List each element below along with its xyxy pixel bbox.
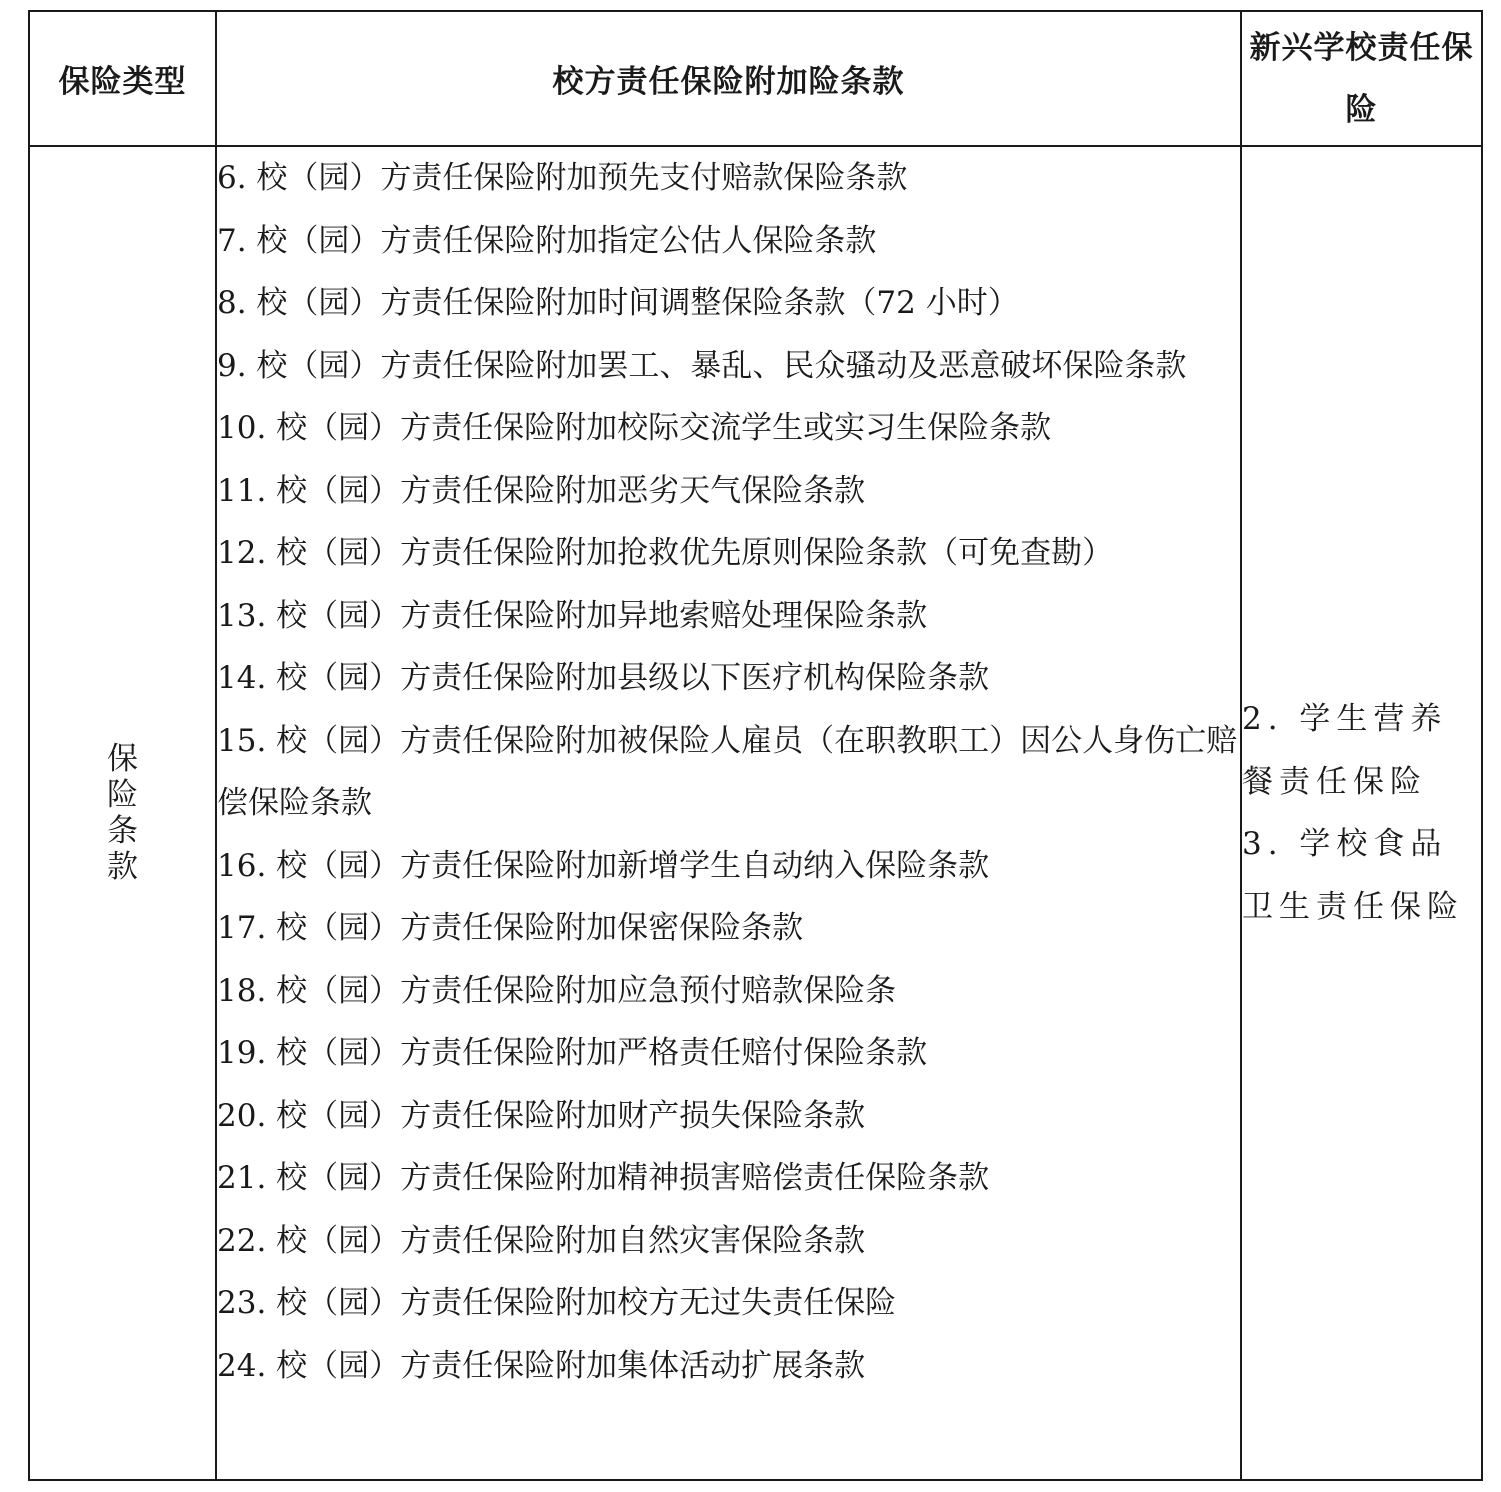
- clause-item: 12. 校（园）方责任保险附加抢救优先原则保险条款（可免查勘）: [217, 535, 1114, 571]
- clauses-cell: [216, 146, 1241, 1480]
- clause-item: 22. 校（园）方责任保险附加自然灾害保险条款: [217, 1222, 866, 1259]
- table-row: [29, 146, 1482, 1480]
- insurance-type-label: 保险条款: [107, 741, 138, 885]
- clause-item: 19. 校（园）方责任保险附加严格责任赔付保险条款: [217, 1035, 928, 1071]
- clause-item: 24. 校（园）方责任保险附加集体活动扩展条款: [217, 1347, 866, 1384]
- clause-item: 11. 校（园）方责任保险附加恶劣天气保险条款: [217, 472, 866, 509]
- xinxing-cell: [1241, 146, 1482, 1480]
- clause-item: 13. 校（园）方责任保险附加异地索赔处理保险条款: [217, 597, 928, 634]
- clause-item: 16. 校（园）方责任保险附加新增学生自动纳入保险条款: [217, 847, 990, 884]
- clause-item: 8. 校（园）方责任保险附加时间调整保险条款（72 小时）: [217, 285, 1019, 321]
- header-row: [29, 11, 1482, 146]
- clause-item: 9. 校（园）方责任保险附加罢工、暴乱、民众骚动及恶意破坏保险条款: [217, 347, 1187, 384]
- xinxing-item: 3. 学校食品卫生责任保险: [1242, 826, 1464, 925]
- clause-item: 14. 校（园）方责任保险附加县级以下医疗机构保险条款: [217, 660, 990, 696]
- clause-item: 6. 校（园）方责任保险附加预先支付赔款保险条款: [217, 160, 908, 196]
- header-clauses: 校方责任保险附加险条款: [216, 11, 1241, 146]
- clause-item: 23. 校（园）方责任保险附加校方无过失责任保险: [217, 1285, 897, 1321]
- clause-item: 21. 校（园）方责任保险附加精神损害赔偿责任保险条款: [217, 1160, 990, 1196]
- clause-item: 20. 校（园）方责任保险附加财产损失保险条款: [217, 1097, 866, 1134]
- clause-item: 15. 校（园）方责任保险附加被保险人雇员（在职教职工）因公人身伤亡赔偿保险条款: [217, 722, 1238, 821]
- clause-item: 18. 校（园）方责任保险附加应急预付赔款保险条: [217, 972, 897, 1009]
- xinxing-item: 2. 学生营养餐责任保险: [1242, 701, 1448, 800]
- clause-item: 7. 校（园）方责任保险附加指定公估人保险条款: [217, 222, 877, 259]
- insurance-type-cell: [29, 146, 216, 1480]
- clause-item: 10. 校（园）方责任保险附加校际交流学生或实习生保险条款: [217, 410, 1052, 446]
- clause-item: 17. 校（园）方责任保险附加保密保险条款: [217, 910, 804, 946]
- header-insurance-type: 保险类型: [29, 11, 216, 146]
- insurance-clause-table: [28, 10, 1483, 1481]
- header-xinxing-school-liability: 新兴学校责任保险: [1241, 11, 1482, 146]
